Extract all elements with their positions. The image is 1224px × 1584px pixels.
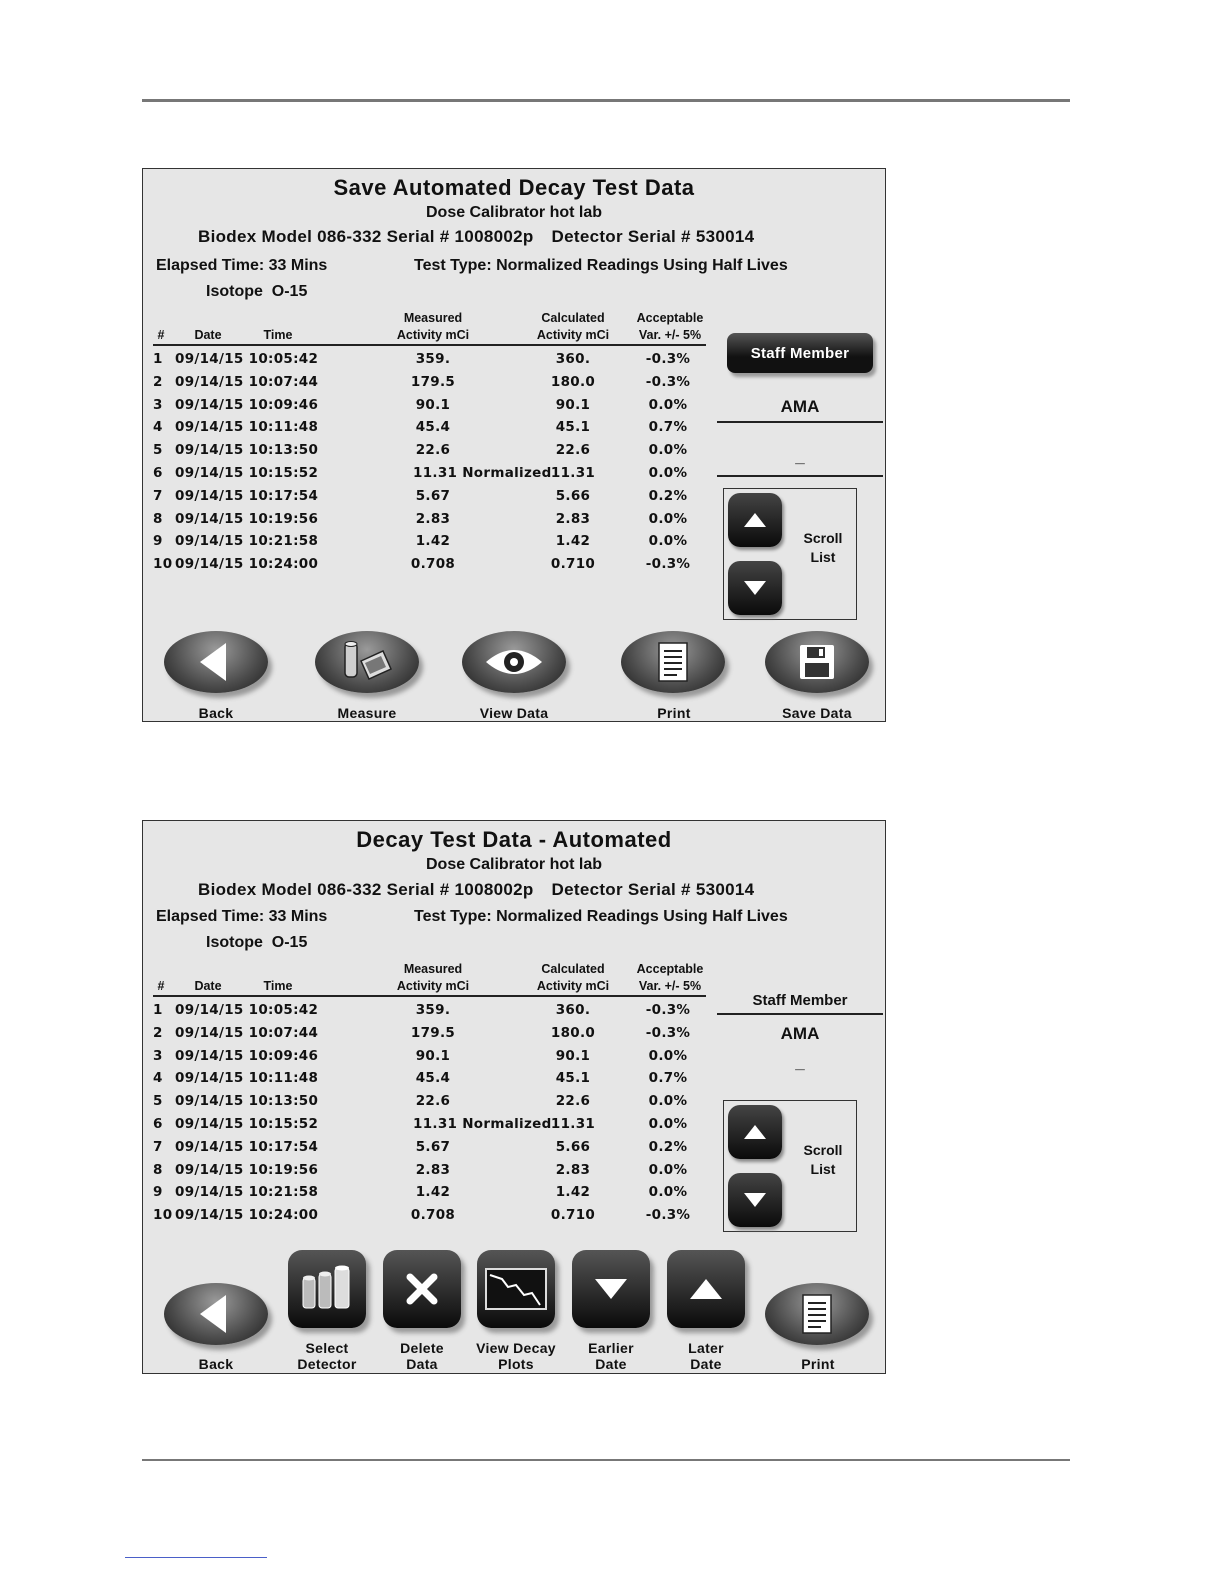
row-variance: 0.2% — [648, 1138, 688, 1155]
header-calculated-2: Activity mCi — [536, 328, 610, 342]
arrow-up-icon — [690, 1279, 722, 1299]
row-measured: 0.708 — [410, 556, 456, 573]
staff-member-button[interactable]: Staff Member — [727, 333, 873, 373]
header-acceptable-2: Var. +/- 5% — [638, 328, 702, 342]
row-measured: 1.42 — [415, 533, 451, 550]
later-date-button[interactable] — [667, 1250, 745, 1328]
row-number: 9 — [153, 1184, 163, 1201]
delete-data-label-1: Delete — [400, 1340, 444, 1356]
row-number: 8 — [153, 510, 163, 527]
row-measured: 5.67 — [415, 487, 451, 504]
row-number: 5 — [153, 1093, 163, 1110]
header-num: # — [157, 979, 165, 993]
row-datetime: 09/14/15 10:05:42 — [175, 1002, 319, 1018]
document-icon — [657, 641, 689, 683]
staff-member-label: Staff Member — [752, 992, 848, 1009]
floppy-disk-icon — [798, 643, 836, 681]
row-measured: 359. — [415, 1002, 451, 1018]
row-variance: -0.3% — [645, 1024, 691, 1041]
header-calculated — [523, 310, 623, 344]
bottom-rule — [142, 1459, 1070, 1461]
row-calculated: 11.31 — [550, 1116, 596, 1132]
row-number: 10 — [153, 1207, 173, 1224]
row-calculated: 5.66 — [555, 487, 591, 504]
row-measured: 45.4 — [415, 419, 451, 436]
header-underline — [153, 995, 706, 997]
row-measured: 5.67 — [415, 1138, 451, 1155]
header-acceptable — [620, 961, 720, 995]
row-calculated: 22.6 — [555, 442, 591, 459]
detector-serial: Detector Serial # 530014 — [551, 880, 755, 899]
row-number: 3 — [153, 1047, 163, 1064]
row-datetime: 09/14/15 10:07:44 — [175, 1024, 319, 1041]
header-calculated-1: Calculated — [541, 962, 605, 976]
row-measured: 2.83 — [415, 1161, 451, 1178]
row-number: 4 — [153, 419, 163, 436]
row-variance: 0.2% — [648, 487, 688, 504]
row-datetime: 09/14/15 10:11:48 — [175, 1070, 319, 1087]
row-variance: 0.0% — [648, 1116, 688, 1132]
row-variance: -0.3% — [645, 1207, 691, 1224]
row-measured: 0.708 — [410, 1207, 456, 1224]
model-line — [198, 227, 754, 247]
decay-data-screen — [142, 820, 886, 1374]
detector-cylinders-icon — [299, 1264, 355, 1314]
row-variance: 0.0% — [648, 1093, 688, 1110]
row-datetime: 09/14/15 10:24:00 — [175, 556, 319, 573]
staff-underline-2 — [717, 475, 883, 477]
save-decay-screen — [142, 168, 886, 722]
scroll-label-1: Scroll — [803, 530, 843, 546]
staff-value: AMA — [780, 1024, 820, 1043]
header-measured-2: Activity mCi — [396, 979, 470, 993]
test-type: Test Type: Normalized Readings Using Half Lives — [414, 908, 788, 925]
row-datetime: 09/14/15 10:21:58 — [175, 533, 319, 550]
row-number: 2 — [153, 1024, 163, 1041]
elapsed-time: Elapsed Time: 33 Mins — [156, 257, 328, 274]
row-variance: 0.0% — [648, 465, 688, 481]
row-measured: 179.5 — [410, 373, 456, 390]
row-measured: 90.1 — [415, 1047, 451, 1064]
row-measured: 45.4 — [415, 1070, 451, 1087]
arrow-down-icon — [744, 581, 766, 595]
row-datetime: 09/14/15 10:19:56 — [175, 510, 319, 527]
row-measured: 11.31 Normalized — [413, 1116, 552, 1132]
row-datetime: 09/14/15 10:21:58 — [175, 1184, 319, 1201]
staff-value-2: _ — [795, 1053, 805, 1072]
header-acceptable-2: Var. +/- 5% — [638, 979, 702, 993]
header-num: # — [157, 328, 165, 342]
save-data-label: Save Data — [782, 705, 852, 721]
later-date-label — [641, 1340, 771, 1372]
row-datetime: 09/14/15 10:13:50 — [175, 1093, 319, 1110]
delete-data-label-2: Data — [406, 1356, 438, 1372]
earlier-label-1: Earlier — [588, 1340, 634, 1356]
row-datetime: 09/14/15 10:19:56 — [175, 1161, 319, 1178]
header-measured-1: Measured — [403, 962, 463, 976]
row-number: 7 — [153, 1138, 163, 1155]
row-variance: 0.0% — [648, 396, 688, 413]
row-number: 7 — [153, 487, 163, 504]
header-measured-1: Measured — [403, 311, 463, 325]
arrow-up-icon — [744, 513, 766, 527]
row-datetime: 09/14/15 10:11:48 — [175, 419, 319, 436]
print-button[interactable] — [765, 1283, 869, 1345]
row-measured: 90.1 — [415, 396, 451, 413]
select-detector-label-1: Select — [305, 1340, 349, 1356]
view-data-button[interactable] — [462, 631, 566, 693]
view-decay-label-2: Plots — [498, 1356, 534, 1372]
row-variance: -0.3% — [645, 373, 691, 390]
header-underline — [153, 344, 706, 346]
row-number: 1 — [153, 351, 163, 367]
row-datetime: 09/14/15 10:09:46 — [175, 1047, 319, 1064]
back-button[interactable] — [164, 631, 268, 693]
footer-link-underline — [125, 1557, 267, 1558]
print-label: Print — [657, 705, 691, 721]
row-calculated: 11.31 — [550, 465, 596, 481]
detector-serial: Detector Serial # 530014 — [551, 227, 755, 246]
elapsed-time: Elapsed Time: 33 Mins — [156, 908, 328, 925]
scroll-up-button[interactable] — [728, 1105, 782, 1159]
scroll-label-1: Scroll — [803, 1142, 843, 1158]
select-detector-label-2: Detector — [297, 1356, 357, 1372]
row-variance: 0.0% — [648, 442, 688, 459]
earlier-date-button[interactable] — [572, 1250, 650, 1328]
row-variance: 0.0% — [648, 533, 688, 550]
scroll-up-button[interactable] — [728, 493, 782, 547]
row-calculated: 1.42 — [555, 533, 591, 550]
isotope: Isotope O-15 — [206, 283, 308, 300]
row-calculated: 2.83 — [555, 1161, 591, 1178]
header-measured — [383, 961, 483, 995]
screen-subtitle: Dose Calibrator hot lab — [425, 204, 603, 221]
row-calculated: 360. — [555, 351, 591, 367]
back-arrow-icon — [200, 1295, 226, 1333]
earlier-label-2: Date — [595, 1356, 627, 1372]
row-number: 4 — [153, 1070, 163, 1087]
close-x-icon — [404, 1271, 440, 1307]
view-data-label: View Data — [479, 705, 549, 721]
row-variance: 0.0% — [648, 510, 688, 527]
row-number: 8 — [153, 1161, 163, 1178]
row-datetime: 09/14/15 10:17:54 — [175, 1138, 319, 1155]
row-datetime: 09/14/15 10:05:42 — [175, 351, 319, 367]
row-number: 5 — [153, 442, 163, 459]
scroll-list-box — [723, 488, 857, 620]
view-decay-plots-button[interactable] — [477, 1250, 555, 1328]
row-calculated: 0.710 — [550, 1207, 596, 1224]
row-calculated: 45.1 — [555, 1070, 591, 1087]
row-calculated: 22.6 — [555, 1093, 591, 1110]
row-number: 3 — [153, 396, 163, 413]
top-rule — [142, 99, 1070, 102]
row-measured: 179.5 — [410, 1024, 456, 1041]
model-line — [198, 880, 754, 900]
staff-value-2[interactable]: _ — [795, 447, 805, 466]
eye-icon — [482, 642, 546, 682]
row-measured: 359. — [415, 351, 451, 367]
arrow-down-icon — [595, 1279, 627, 1299]
header-calculated — [523, 961, 623, 995]
header-time: Time — [263, 979, 293, 993]
arrow-down-icon — [744, 1193, 766, 1207]
row-measured: 2.83 — [415, 510, 451, 527]
header-calculated-1: Calculated — [541, 311, 605, 325]
document-icon — [801, 1293, 833, 1335]
row-measured: 1.42 — [415, 1184, 451, 1201]
header-acceptable-1: Acceptable — [636, 311, 704, 325]
scroll-label-2: List — [810, 1161, 836, 1177]
scroll-list-label — [790, 529, 856, 567]
model-serial: Biodex Model 086-332 Serial # 1008002p — [198, 227, 534, 246]
staff-underline — [717, 1013, 883, 1015]
row-measured: 22.6 — [415, 1093, 451, 1110]
model-serial: Biodex Model 086-332 Serial # 1008002p — [198, 880, 534, 899]
scroll-down-button[interactable] — [728, 561, 782, 615]
scroll-label-2: List — [810, 549, 836, 565]
row-datetime: 09/14/15 10:15:52 — [175, 1116, 319, 1132]
save-data-button[interactable] — [765, 631, 869, 693]
row-calculated: 1.42 — [555, 1184, 591, 1201]
screen-title: Decay Test Data - Automated — [356, 827, 672, 852]
row-variance: 0.7% — [648, 1070, 688, 1087]
row-number: 6 — [153, 465, 163, 481]
row-calculated: 90.1 — [555, 1047, 591, 1064]
later-label-2: Date — [690, 1356, 722, 1372]
row-variance: -0.3% — [645, 556, 691, 573]
row-datetime: 09/14/15 10:07:44 — [175, 373, 319, 390]
header-date: Date — [194, 979, 222, 993]
row-number: 1 — [153, 1002, 163, 1018]
dose-calibrator-icon — [339, 639, 395, 685]
scroll-list-label — [790, 1141, 856, 1179]
row-variance: 0.7% — [648, 419, 688, 436]
back-label: Back — [198, 1356, 234, 1372]
row-number: 2 — [153, 373, 163, 390]
row-calculated: 5.66 — [555, 1138, 591, 1155]
row-calculated: 45.1 — [555, 419, 591, 436]
header-acceptable-1: Acceptable — [636, 962, 704, 976]
row-number: 6 — [153, 1116, 163, 1132]
row-calculated: 0.710 — [550, 556, 596, 573]
scroll-list-box — [723, 1100, 857, 1232]
header-calculated-2: Activity mCi — [536, 979, 610, 993]
row-calculated: 360. — [555, 1002, 591, 1018]
later-label-1: Later — [688, 1340, 724, 1356]
row-variance: 0.0% — [648, 1161, 688, 1178]
row-datetime: 09/14/15 10:17:54 — [175, 487, 319, 504]
header-acceptable — [620, 310, 720, 344]
row-variance: -0.3% — [645, 351, 691, 367]
arrow-up-icon — [744, 1125, 766, 1139]
row-measured: 22.6 — [415, 442, 451, 459]
decay-plot-icon — [484, 1265, 548, 1313]
row-calculated: 180.0 — [550, 1024, 596, 1041]
measure-button[interactable] — [315, 631, 419, 693]
row-calculated: 2.83 — [555, 510, 591, 527]
row-variance: 0.0% — [648, 1184, 688, 1201]
row-calculated: 90.1 — [555, 396, 591, 413]
view-decay-label-1: View Decay — [476, 1340, 556, 1356]
isotope: Isotope O-15 — [206, 934, 308, 951]
scroll-down-button[interactable] — [728, 1173, 782, 1227]
header-time: Time — [263, 328, 293, 342]
screen-title: Save Automated Decay Test Data — [333, 175, 695, 200]
header-measured — [383, 310, 483, 344]
row-number: 9 — [153, 533, 163, 550]
row-datetime: 09/14/15 10:09:46 — [175, 396, 319, 413]
header-measured-2: Activity mCi — [396, 328, 470, 342]
staff-value[interactable]: AMA — [780, 397, 820, 416]
row-variance: -0.3% — [645, 1002, 691, 1018]
row-variance: 0.0% — [648, 1047, 688, 1064]
row-datetime: 09/14/15 10:13:50 — [175, 442, 319, 459]
measure-label: Measure — [337, 705, 397, 721]
print-button[interactable] — [621, 631, 725, 693]
row-datetime: 09/14/15 10:15:52 — [175, 465, 319, 481]
row-calculated: 180.0 — [550, 373, 596, 390]
row-number: 10 — [153, 556, 173, 573]
print-label: Print — [801, 1356, 835, 1372]
screen-subtitle: Dose Calibrator hot lab — [425, 856, 603, 873]
back-button[interactable] — [164, 1283, 268, 1345]
test-type: Test Type: Normalized Readings Using Half Lives — [414, 257, 788, 274]
row-measured: 11.31 Normalized — [413, 465, 552, 481]
delete-data-button[interactable] — [383, 1250, 461, 1328]
back-arrow-icon — [200, 643, 226, 681]
header-date: Date — [194, 328, 222, 342]
row-datetime: 09/14/15 10:24:00 — [175, 1207, 319, 1224]
back-label: Back — [198, 705, 234, 721]
staff-underline — [717, 421, 883, 423]
select-detector-button[interactable] — [288, 1250, 366, 1328]
